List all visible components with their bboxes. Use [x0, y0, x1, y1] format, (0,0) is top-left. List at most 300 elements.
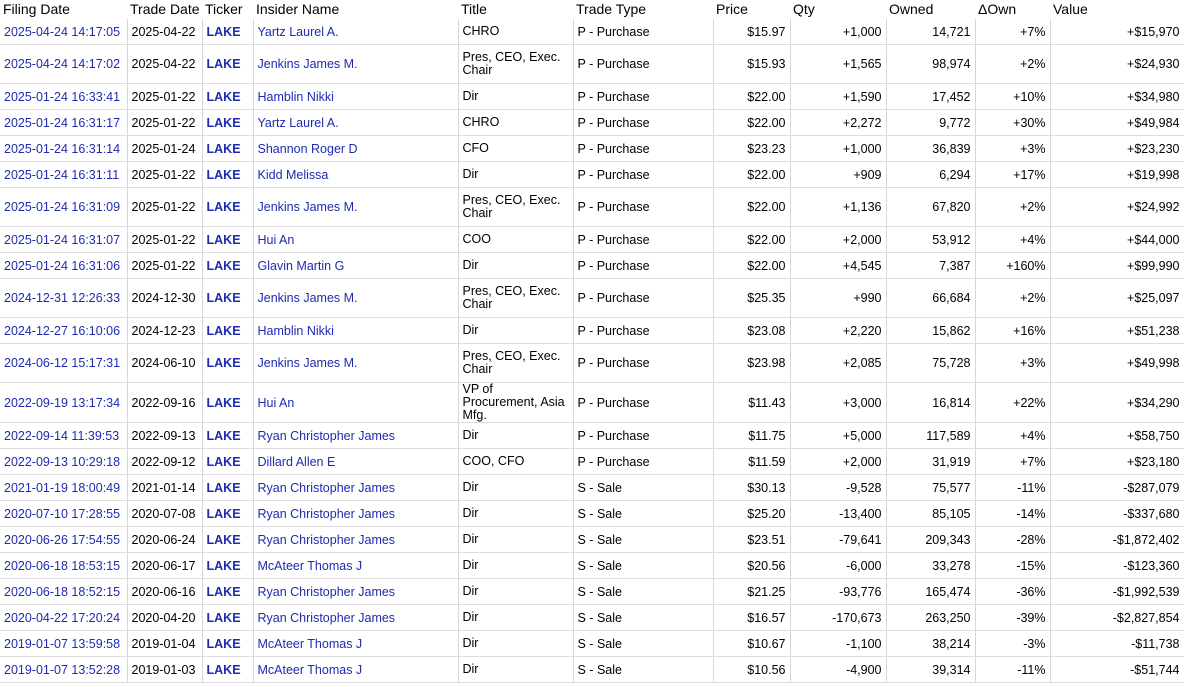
qty-cell: +2,000	[790, 227, 886, 253]
filing-date-cell-link[interactable]: 2025-04-24 14:17:05	[4, 24, 121, 39]
price-cell: $22.00	[713, 188, 790, 227]
delta-own-cell: -15%	[975, 553, 1050, 579]
ticker-cell-link[interactable]: LAKE	[206, 584, 241, 599]
trade-date-cell: 2025-04-22	[127, 45, 202, 84]
trade-date-cell: 2021-01-14	[127, 475, 202, 501]
table-row	[0, 553, 1184, 579]
value-cell: +$58,750	[1050, 423, 1184, 449]
qty-cell: +909	[790, 162, 886, 188]
insider-name-cell	[253, 449, 458, 475]
filing-date-cell-link[interactable]: 2025-01-24 16:31:17	[4, 115, 121, 130]
price-cell: $11.43	[713, 383, 790, 423]
filing-date-cell	[0, 657, 127, 683]
ticker-cell-link[interactable]: LAKE	[206, 428, 241, 443]
insider-name-cell-link[interactable]: Hui An	[257, 232, 295, 247]
trade-date-cell: 2025-01-22	[127, 162, 202, 188]
ticker-cell	[202, 227, 253, 253]
qty-cell: +990	[790, 279, 886, 318]
trade-date-cell: 2025-04-22	[127, 19, 202, 45]
trade-type-cell: P - Purchase	[573, 227, 713, 253]
insider-name-cell-link[interactable]: Ryan Christopher James	[257, 428, 396, 443]
filing-date-cell	[0, 383, 127, 423]
delta-own-cell: +3%	[975, 344, 1050, 383]
price-cell: $25.20	[713, 501, 790, 527]
filing-date-cell-link[interactable]: 2025-01-24 16:31:06	[4, 258, 121, 273]
price-cell: $22.00	[713, 110, 790, 136]
trade-type-cell: S - Sale	[573, 553, 713, 579]
trade-date-cell: 2020-06-16	[127, 579, 202, 605]
price-cell: $21.25	[713, 579, 790, 605]
header-delta-own[interactable]: ΔOwn	[978, 1, 1017, 17]
title-cell: Dir	[458, 501, 573, 527]
ticker-cell-link[interactable]: LAKE	[206, 24, 241, 39]
insider-name-cell-link[interactable]: McAteer Thomas J	[257, 662, 363, 677]
delta-own-cell: +4%	[975, 423, 1050, 449]
qty-cell: +3,000	[790, 383, 886, 423]
qty-cell: +2,085	[790, 344, 886, 383]
insider-name-cell	[253, 553, 458, 579]
owned-cell: 75,577	[886, 475, 975, 501]
table-row	[0, 579, 1184, 605]
filing-date-cell-link[interactable]: 2019-01-07 13:52:28	[4, 662, 121, 677]
insider-name-cell-link[interactable]: Hui An	[257, 395, 295, 410]
owned-cell: 14,721	[886, 19, 975, 45]
ticker-cell	[202, 136, 253, 162]
ticker-cell	[202, 84, 253, 110]
qty-cell: +2,272	[790, 110, 886, 136]
trade-date-cell: 2025-01-22	[127, 188, 202, 227]
ticker-cell-link[interactable]: LAKE	[206, 200, 241, 214]
trade-date-cell: 2025-01-22	[127, 110, 202, 136]
trade-type-cell: P - Purchase	[573, 318, 713, 344]
trade-date-cell: 2022-09-13	[127, 423, 202, 449]
insider-name-cell-link[interactable]: McAteer Thomas J	[257, 636, 363, 651]
owned-cell: 17,452	[886, 84, 975, 110]
header-filing-date[interactable]: Filing Date	[3, 1, 70, 17]
value-cell: +$24,992	[1050, 188, 1184, 227]
owned-cell: 263,250	[886, 605, 975, 631]
trade-type-cell: S - Sale	[573, 657, 713, 683]
table-row	[0, 318, 1184, 344]
qty-cell: +4,545	[790, 253, 886, 279]
title-cell: Pres, CEO, Exec. Chair	[458, 188, 573, 227]
value-cell: +$19,998	[1050, 162, 1184, 188]
delta-own-cell: +30%	[975, 110, 1050, 136]
insider-name-cell-link[interactable]: Ryan Christopher James	[257, 506, 396, 521]
ticker-cell-link[interactable]: LAKE	[206, 395, 241, 410]
insider-name-cell	[253, 45, 458, 84]
qty-cell: -93,776	[790, 579, 886, 605]
owned-cell: 16,814	[886, 383, 975, 423]
table-row	[0, 136, 1184, 162]
trade-type-cell: P - Purchase	[573, 19, 713, 45]
insider-name-cell	[253, 279, 458, 318]
price-cell: $23.08	[713, 318, 790, 344]
filing-date-cell-link[interactable]: 2020-06-18 18:52:15	[4, 584, 121, 599]
delta-own-cell: +16%	[975, 318, 1050, 344]
ticker-cell	[202, 449, 253, 475]
table-row	[0, 423, 1184, 449]
ticker-cell-link[interactable]: LAKE	[206, 323, 241, 338]
trade-type-cell: P - Purchase	[573, 84, 713, 110]
trade-type-cell: S - Sale	[573, 501, 713, 527]
filing-date-cell	[0, 527, 127, 553]
price-cell: $22.00	[713, 227, 790, 253]
insider-name-cell	[253, 19, 458, 45]
owned-cell: 39,314	[886, 657, 975, 683]
header-trade-date[interactable]: Trade Date	[130, 1, 200, 17]
insider-name-cell	[253, 136, 458, 162]
filing-date-cell-link[interactable]: 2025-01-24 16:31:14	[4, 141, 121, 156]
filing-date-cell-link[interactable]: 2025-01-24 16:31:11	[4, 167, 120, 182]
price-cell: $23.98	[713, 344, 790, 383]
owned-cell: 15,862	[886, 318, 975, 344]
insider-name-cell-link[interactable]: Jenkins James M.	[257, 291, 358, 305]
delta-own-cell: +2%	[975, 188, 1050, 227]
filing-date-cell-link[interactable]: 2024-12-31 12:26:33	[4, 291, 121, 305]
price-cell: $23.51	[713, 527, 790, 553]
delta-own-cell: +3%	[975, 136, 1050, 162]
qty-cell: +1,590	[790, 84, 886, 110]
title-cell: Dir	[458, 579, 573, 605]
qty-cell: -1,100	[790, 631, 886, 657]
trade-date-cell: 2025-01-24	[127, 136, 202, 162]
ticker-cell-link[interactable]: LAKE	[206, 662, 241, 677]
trade-type-cell: S - Sale	[573, 631, 713, 657]
value-cell: -$1,992,539	[1050, 579, 1184, 605]
value-cell: +$24,930	[1050, 45, 1184, 84]
filing-date-cell	[0, 423, 127, 449]
delta-own-cell: +7%	[975, 449, 1050, 475]
insider-name-cell	[253, 227, 458, 253]
delta-own-cell: +4%	[975, 227, 1050, 253]
trade-type-cell: P - Purchase	[573, 253, 713, 279]
qty-cell: -9,528	[790, 475, 886, 501]
insider-name-cell	[253, 527, 458, 553]
header-trade-type[interactable]: Trade Type	[576, 1, 647, 17]
insider-name-cell	[253, 344, 458, 383]
price-cell: $22.00	[713, 84, 790, 110]
header-ticker[interactable]: Ticker	[205, 1, 243, 17]
delta-own-cell: +2%	[975, 45, 1050, 84]
delta-own-cell: +17%	[975, 162, 1050, 188]
value-cell: -$51,744	[1050, 657, 1184, 683]
qty-cell: -79,641	[790, 527, 886, 553]
value-cell: +$49,998	[1050, 344, 1184, 383]
insider-name-cell	[253, 579, 458, 605]
ticker-cell	[202, 19, 253, 45]
table-row	[0, 344, 1184, 383]
table-row	[0, 84, 1184, 110]
delta-own-cell: -39%	[975, 605, 1050, 631]
ticker-cell-link[interactable]: LAKE	[206, 532, 241, 547]
trade-date-cell: 2025-01-22	[127, 253, 202, 279]
price-cell: $25.35	[713, 279, 790, 318]
trade-date-cell: 2019-01-03	[127, 657, 202, 683]
ticker-cell-link[interactable]: LAKE	[206, 115, 241, 130]
ticker-cell	[202, 253, 253, 279]
qty-cell: -6,000	[790, 553, 886, 579]
insider-name-cell-link[interactable]: Ryan Christopher James	[257, 610, 396, 625]
ticker-cell-link[interactable]: LAKE	[206, 480, 241, 495]
value-cell: -$287,079	[1050, 475, 1184, 501]
title-cell: CFO	[458, 136, 573, 162]
trade-type-cell: S - Sale	[573, 475, 713, 501]
insider-name-cell	[253, 475, 458, 501]
qty-cell: +2,000	[790, 449, 886, 475]
table-row	[0, 605, 1184, 631]
delta-own-cell: -14%	[975, 501, 1050, 527]
trade-type-cell: S - Sale	[573, 579, 713, 605]
filing-date-cell-link[interactable]: 2025-01-24 16:31:09	[4, 200, 121, 214]
header-insider-name[interactable]: Insider Name	[256, 1, 340, 17]
trade-date-cell: 2020-06-17	[127, 553, 202, 579]
filing-date-cell-link[interactable]: 2020-07-10 17:28:55	[4, 506, 121, 521]
filing-date-cell-link[interactable]: 2022-09-19 13:17:34	[4, 395, 121, 410]
insider-name-cell-link[interactable]: Yartz Laurel A.	[257, 24, 339, 39]
value-cell: +$34,290	[1050, 383, 1184, 423]
filing-date-cell	[0, 631, 127, 657]
filing-date-cell	[0, 19, 127, 45]
insider-name-cell-link[interactable]: Jenkins James M.	[257, 356, 358, 370]
owned-cell: 85,105	[886, 501, 975, 527]
ticker-cell-link[interactable]: LAKE	[206, 89, 241, 104]
price-cell: $23.23	[713, 136, 790, 162]
qty-cell: +1,000	[790, 19, 886, 45]
ticker-cell	[202, 383, 253, 423]
trade-type-cell: P - Purchase	[573, 110, 713, 136]
delta-own-cell: +2%	[975, 279, 1050, 318]
trade-type-cell: P - Purchase	[573, 45, 713, 84]
value-cell: +$49,984	[1050, 110, 1184, 136]
trade-date-cell: 2019-01-04	[127, 631, 202, 657]
filing-date-cell	[0, 579, 127, 605]
header-price[interactable]: Price	[716, 1, 748, 17]
filing-date-cell-link[interactable]: 2024-06-12 15:17:31	[4, 356, 121, 370]
value-cell: -$337,680	[1050, 501, 1184, 527]
value-cell: +$25,097	[1050, 279, 1184, 318]
value-cell: +$99,990	[1050, 253, 1184, 279]
delta-own-cell: -11%	[975, 475, 1050, 501]
filing-date-cell-link[interactable]: 2025-01-24 16:31:07	[4, 232, 121, 247]
filing-date-cell	[0, 110, 127, 136]
table-row	[0, 475, 1184, 501]
insider-name-cell	[253, 657, 458, 683]
insider-name-cell-link[interactable]: Ryan Christopher James	[257, 584, 396, 599]
trade-date-cell: 2020-07-08	[127, 501, 202, 527]
ticker-cell-link[interactable]: LAKE	[206, 291, 241, 305]
ticker-cell-link[interactable]: LAKE	[206, 141, 241, 156]
delta-own-cell: -3%	[975, 631, 1050, 657]
trade-date-cell: 2022-09-16	[127, 383, 202, 423]
trade-date-cell: 2025-01-22	[127, 84, 202, 110]
ticker-cell-link[interactable]: LAKE	[206, 610, 241, 625]
insider-name-cell-link[interactable]: Glavin Martin G	[257, 258, 345, 273]
title-cell: Pres, CEO, Exec. Chair	[458, 45, 573, 84]
ticker-cell-link[interactable]: LAKE	[206, 636, 241, 651]
filing-date-cell	[0, 253, 127, 279]
ticker-cell	[202, 579, 253, 605]
title-cell: CHRO	[458, 19, 573, 45]
trade-type-cell: P - Purchase	[573, 423, 713, 449]
ticker-cell-link[interactable]: LAKE	[206, 57, 241, 71]
filing-date-cell	[0, 84, 127, 110]
ticker-cell	[202, 631, 253, 657]
table-row	[0, 188, 1184, 227]
filing-date-cell-link[interactable]: 2025-01-24 16:33:41	[4, 89, 121, 104]
table-row	[0, 110, 1184, 136]
trade-type-cell: P - Purchase	[573, 136, 713, 162]
delta-own-cell: -36%	[975, 579, 1050, 605]
qty-cell: +1,565	[790, 45, 886, 84]
insider-name-cell-link[interactable]: Ryan Christopher James	[257, 480, 396, 495]
insider-name-cell	[253, 423, 458, 449]
ticker-cell	[202, 188, 253, 227]
qty-cell: +2,220	[790, 318, 886, 344]
trade-type-cell: P - Purchase	[573, 383, 713, 423]
header-title[interactable]: Title	[461, 1, 487, 17]
table-row	[0, 501, 1184, 527]
insider-name-cell	[253, 253, 458, 279]
title-cell: COO, CFO	[458, 449, 573, 475]
owned-cell: 98,974	[886, 45, 975, 84]
insider-name-cell-link[interactable]: Ryan Christopher James	[257, 532, 396, 547]
title-cell: Dir	[458, 527, 573, 553]
insider-name-cell-link[interactable]: Hamblin Nikki	[257, 89, 334, 104]
filing-date-cell	[0, 227, 127, 253]
title-cell: COO	[458, 227, 573, 253]
trade-type-cell: P - Purchase	[573, 188, 713, 227]
insider-name-cell-link[interactable]: Kidd Melissa	[257, 167, 329, 182]
ticker-cell-link[interactable]: LAKE	[206, 506, 241, 521]
filing-date-cell-link[interactable]: 2021-01-19 18:00:49	[4, 480, 121, 495]
ticker-cell	[202, 475, 253, 501]
filing-date-cell-link[interactable]: 2020-06-18 18:53:15	[4, 558, 121, 573]
price-cell: $15.97	[713, 19, 790, 45]
delta-own-cell: +7%	[975, 19, 1050, 45]
price-cell: $30.13	[713, 475, 790, 501]
title-cell: Pres, CEO, Exec. Chair	[458, 344, 573, 383]
insider-name-cell-link[interactable]: McAteer Thomas J	[257, 558, 363, 573]
qty-cell: -170,673	[790, 605, 886, 631]
owned-cell: 36,839	[886, 136, 975, 162]
table-row	[0, 253, 1184, 279]
filing-date-cell-link[interactable]: 2020-04-22 17:20:24	[4, 610, 121, 625]
owned-cell: 53,912	[886, 227, 975, 253]
ticker-cell	[202, 657, 253, 683]
ticker-cell-link[interactable]: LAKE	[206, 167, 241, 182]
insider-name-cell-link[interactable]: Shannon Roger D	[257, 141, 358, 156]
filing-date-cell-link[interactable]: 2020-06-26 17:54:55	[4, 532, 121, 547]
insider-name-cell	[253, 318, 458, 344]
qty-cell: +1,136	[790, 188, 886, 227]
price-cell: $20.56	[713, 553, 790, 579]
value-cell: +$44,000	[1050, 227, 1184, 253]
title-cell: CHRO	[458, 110, 573, 136]
filing-date-cell-link[interactable]: 2022-09-14 11:39:53	[4, 428, 120, 443]
header-owned[interactable]: Owned	[889, 1, 934, 17]
header-value[interactable]: Value	[1053, 1, 1088, 17]
filing-date-cell	[0, 475, 127, 501]
value-cell: +$15,970	[1050, 19, 1184, 45]
insider-name-cell	[253, 383, 458, 423]
value-cell: +$23,180	[1050, 449, 1184, 475]
price-cell: $11.75	[713, 423, 790, 449]
header-qty[interactable]: Qty	[793, 1, 815, 17]
owned-cell: 31,919	[886, 449, 975, 475]
value-cell: +$23,230	[1050, 136, 1184, 162]
ticker-cell-link[interactable]: LAKE	[206, 558, 241, 573]
ticker-cell-link[interactable]: LAKE	[206, 232, 241, 247]
insider-name-cell	[253, 162, 458, 188]
price-cell: $15.93	[713, 45, 790, 84]
qty-cell: -4,900	[790, 657, 886, 683]
filing-date-cell-link[interactable]: 2022-09-13 10:29:18	[4, 454, 121, 469]
trade-date-cell: 2024-12-30	[127, 279, 202, 318]
title-cell: Dir	[458, 475, 573, 501]
trade-date-cell: 2022-09-12	[127, 449, 202, 475]
insider-name-cell-link[interactable]: Yartz Laurel A.	[257, 115, 339, 130]
insider-name-cell-link[interactable]: Dillard Allen E	[257, 454, 336, 469]
owned-cell: 6,294	[886, 162, 975, 188]
insider-name-cell-link[interactable]: Jenkins James M.	[257, 200, 358, 214]
owned-cell: 165,474	[886, 579, 975, 605]
delta-own-cell: -11%	[975, 657, 1050, 683]
insider-name-cell-link[interactable]: Jenkins James M.	[257, 57, 358, 71]
filing-date-cell-link[interactable]: 2024-12-27 16:10:06	[4, 323, 121, 338]
filing-date-cell-link[interactable]: 2019-01-07 13:59:58	[4, 636, 121, 651]
trade-type-cell: P - Purchase	[573, 279, 713, 318]
qty-cell: +1,000	[790, 136, 886, 162]
trade-type-cell: P - Purchase	[573, 344, 713, 383]
filing-date-cell	[0, 162, 127, 188]
title-cell: Dir	[458, 631, 573, 657]
ticker-cell	[202, 501, 253, 527]
value-cell: +$51,238	[1050, 318, 1184, 344]
trade-date-cell: 2025-01-22	[127, 227, 202, 253]
trade-type-cell: P - Purchase	[573, 162, 713, 188]
ticker-cell	[202, 344, 253, 383]
owned-cell: 9,772	[886, 110, 975, 136]
owned-cell: 209,343	[886, 527, 975, 553]
ticker-cell-link[interactable]: LAKE	[206, 454, 241, 469]
trade-type-cell: S - Sale	[573, 605, 713, 631]
ticker-cell-link[interactable]: LAKE	[206, 258, 241, 273]
header-row	[0, 0, 1184, 19]
ticker-cell	[202, 162, 253, 188]
filing-date-cell	[0, 45, 127, 84]
trade-type-cell: P - Purchase	[573, 449, 713, 475]
table-row	[0, 449, 1184, 475]
delta-own-cell: +22%	[975, 383, 1050, 423]
ticker-cell-link[interactable]: LAKE	[206, 356, 241, 370]
filing-date-cell-link[interactable]: 2025-04-24 14:17:02	[4, 57, 121, 71]
filing-date-cell	[0, 318, 127, 344]
insider-name-cell	[253, 110, 458, 136]
filing-date-cell	[0, 501, 127, 527]
title-cell: Dir	[458, 253, 573, 279]
ticker-cell	[202, 527, 253, 553]
ticker-cell	[202, 110, 253, 136]
filing-date-cell	[0, 136, 127, 162]
value-cell: -$1,872,402	[1050, 527, 1184, 553]
owned-cell: 66,684	[886, 279, 975, 318]
filing-date-cell	[0, 279, 127, 318]
table-row	[0, 162, 1184, 188]
insider-name-cell-link[interactable]: Hamblin Nikki	[257, 323, 334, 338]
owned-cell: 33,278	[886, 553, 975, 579]
price-cell: $22.00	[713, 253, 790, 279]
